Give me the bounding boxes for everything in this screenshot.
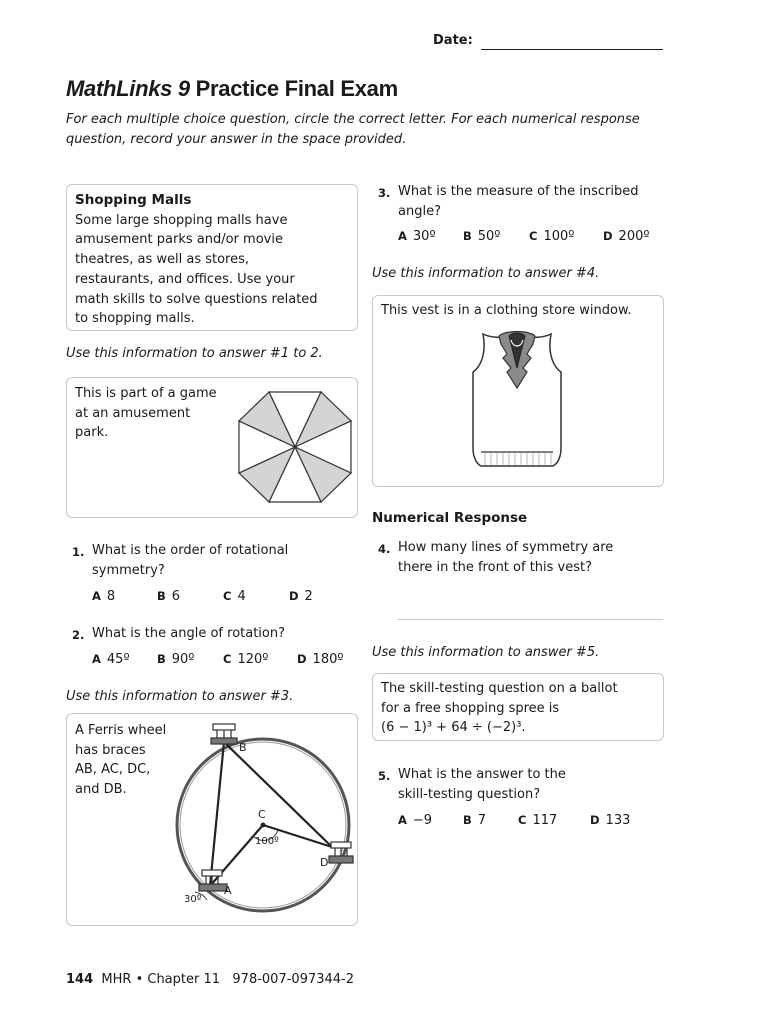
choice-d[interactable]: D 200º bbox=[603, 229, 650, 244]
game-line: This is part of a game bbox=[75, 386, 217, 401]
shopping-line: theatres, as well as stores, bbox=[75, 252, 250, 268]
question-1 bbox=[72, 541, 352, 581]
q4-answer-line[interactable] bbox=[398, 619, 663, 620]
label-c: C bbox=[258, 808, 266, 821]
choice-d[interactable]: D 133 bbox=[590, 813, 631, 828]
q3-choices bbox=[398, 229, 660, 249]
choice-c[interactable]: C 120º bbox=[223, 652, 269, 667]
ballot-box bbox=[372, 673, 664, 741]
gondola-b bbox=[211, 724, 237, 744]
instructions: For each multiple choice question, circle the correct letter. For each numerical response question, record your answer in the space provided. bbox=[66, 112, 640, 147]
date-field bbox=[433, 33, 473, 48]
label-d: D bbox=[320, 856, 329, 869]
page-title bbox=[66, 76, 398, 102]
question-text: How many lines of symmetry are bbox=[398, 540, 614, 555]
label-b: B bbox=[239, 741, 247, 754]
game-line: park. bbox=[75, 425, 109, 441]
vest-text: This vest is in a clothing store window. bbox=[381, 303, 632, 318]
question-number: 1. bbox=[72, 545, 85, 559]
choice-b[interactable]: B 7 bbox=[463, 813, 487, 828]
choice-d[interactable]: D 180º bbox=[297, 652, 344, 667]
use-info-4: Use this information to answer #4. bbox=[372, 266, 600, 281]
label-a: A bbox=[224, 884, 232, 897]
date-label: Date: bbox=[433, 33, 473, 48]
choice-d[interactable]: D 2 bbox=[289, 589, 313, 604]
center-point bbox=[261, 823, 266, 828]
angle-label-outer: 30º bbox=[184, 894, 202, 905]
question-text: What is the measure of the inscribed bbox=[398, 184, 639, 199]
q2-choices bbox=[92, 652, 354, 672]
question-text: symmetry? bbox=[92, 563, 165, 578]
angle-label-center: 100º bbox=[255, 836, 279, 847]
choice-a[interactable]: A 45º bbox=[92, 652, 130, 667]
question-text: skill-testing question? bbox=[398, 787, 541, 802]
ferris-line: A Ferris wheel bbox=[75, 723, 167, 738]
brace-ab bbox=[210, 742, 224, 886]
choice-c[interactable]: C 4 bbox=[223, 589, 246, 604]
gondola-a bbox=[199, 870, 227, 891]
question-2 bbox=[72, 624, 352, 644]
ferris-line: AB, AC, DC, bbox=[75, 762, 151, 778]
shopping-line: Some large shopping malls have bbox=[75, 212, 288, 228]
shopping-line: amusement parks and/or movie bbox=[75, 232, 283, 248]
numerical-response-heading: Numerical Response bbox=[372, 510, 528, 526]
use-info-5: Use this information to answer #5. bbox=[372, 645, 600, 660]
use-info-3: Use this information to answer #3. bbox=[66, 689, 294, 704]
choice-c[interactable]: C 100º bbox=[529, 229, 575, 244]
choice-b[interactable]: B 50º bbox=[463, 229, 501, 244]
page-number: 144 bbox=[66, 972, 94, 987]
question-number: 2. bbox=[72, 628, 85, 642]
choice-c[interactable]: C 117 bbox=[518, 813, 558, 828]
date-line[interactable] bbox=[481, 49, 663, 50]
ballot-line: The skill-testing question on a ballot bbox=[381, 681, 618, 696]
question-number: 5. bbox=[378, 769, 391, 783]
q5-choices bbox=[398, 813, 660, 833]
question-4 bbox=[378, 538, 668, 578]
choice-a[interactable]: A 30º bbox=[398, 229, 436, 244]
question-3 bbox=[378, 182, 668, 222]
ferris-line: and DB. bbox=[75, 782, 127, 798]
use-info-1-2: Use this information to answer #1 to 2. bbox=[66, 346, 323, 361]
ferris-wheel-box bbox=[66, 713, 358, 926]
ferris-line: has braces bbox=[75, 742, 146, 758]
choice-a[interactable]: A −9 bbox=[398, 813, 433, 828]
title-rest: Practice Final Exam bbox=[189, 76, 398, 101]
question-text: What is the order of rotational bbox=[92, 543, 289, 558]
question-5 bbox=[378, 765, 668, 805]
shopping-line: to shopping malls. bbox=[75, 311, 195, 327]
question-number: 4. bbox=[378, 542, 391, 556]
question-text: angle? bbox=[398, 204, 441, 219]
shopping-malls-box bbox=[66, 184, 358, 331]
game-line: at an amusement bbox=[75, 405, 191, 421]
shopping-malls-heading: Shopping Malls bbox=[75, 192, 192, 208]
footer-text: MHR • Chapter 11 978-007-097344-2 bbox=[101, 972, 355, 987]
question-text: there in the front of this vest? bbox=[398, 560, 593, 575]
choice-b[interactable]: B 6 bbox=[157, 589, 181, 604]
octagon-spinner-figure bbox=[233, 384, 357, 510]
game-box bbox=[66, 377, 358, 518]
choice-b[interactable]: B 90º bbox=[157, 652, 195, 667]
vest-figure bbox=[469, 328, 565, 480]
shopping-line: restaurants, and offices. Use your bbox=[75, 271, 295, 287]
ballot-line: for a free shopping spree is bbox=[381, 700, 560, 716]
gondola-d bbox=[329, 842, 353, 863]
ballot-line: (6 − 1)³ + 64 ÷ (−2)³. bbox=[381, 720, 526, 736]
q1-choices bbox=[92, 589, 352, 609]
title-italic: MathLinks 9 bbox=[66, 76, 190, 101]
question-number: 3. bbox=[378, 186, 391, 200]
ferris-wheel-figure bbox=[67, 714, 359, 927]
question-text: What is the answer to the bbox=[398, 767, 566, 782]
question-text: What is the angle of rotation? bbox=[92, 626, 286, 641]
choice-a[interactable]: A 8 bbox=[92, 589, 116, 604]
vest-box bbox=[372, 295, 664, 487]
shopping-line: math skills to solve questions related bbox=[75, 291, 318, 307]
page-footer bbox=[66, 972, 354, 987]
